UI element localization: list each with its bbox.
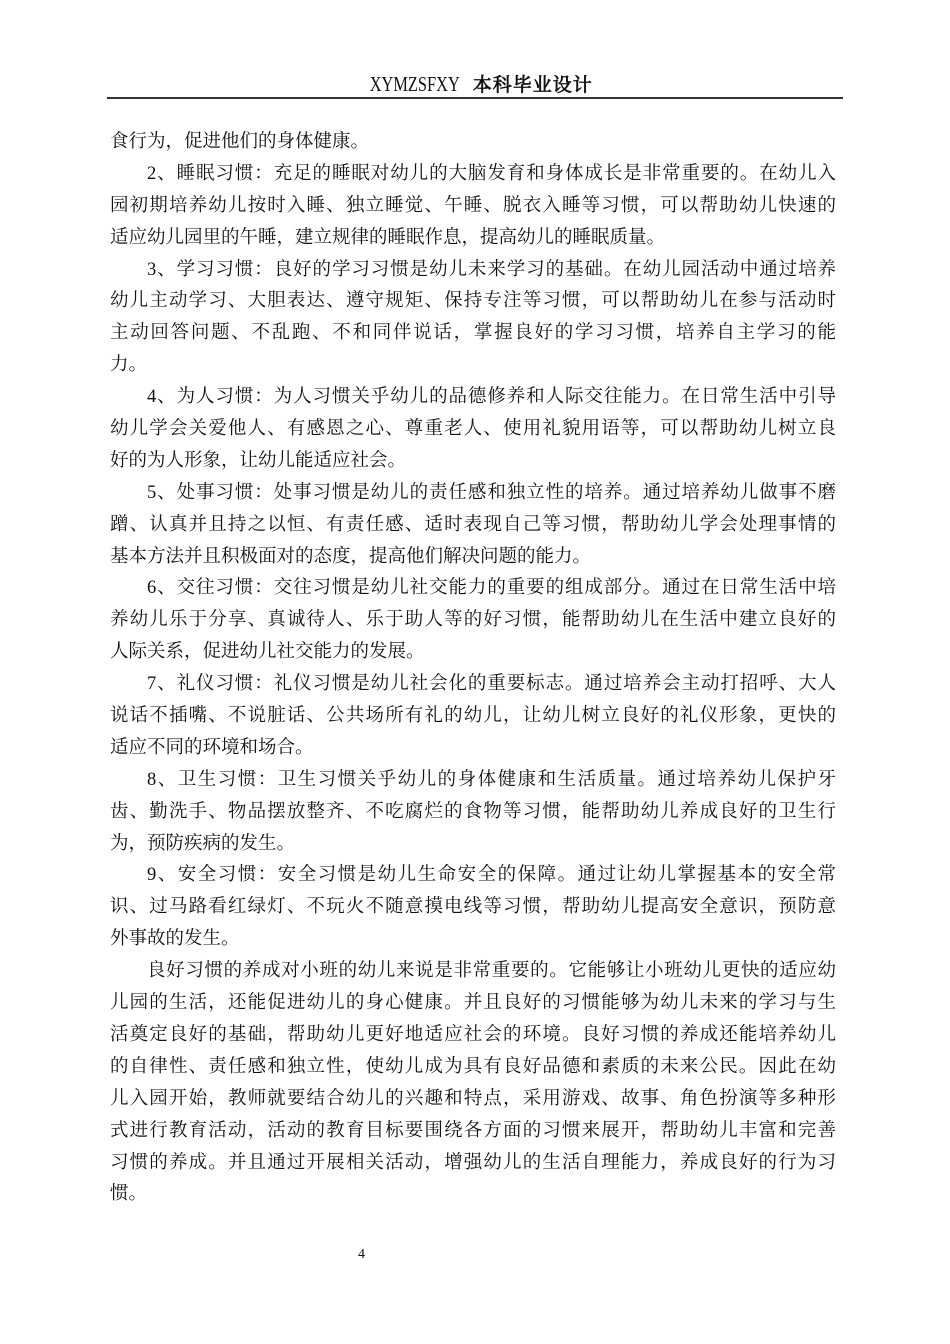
paragraph [110, 765, 836, 861]
text-line: 5、处事习惯：处事习惯是幼儿的责任感和独立性的培养。通过培养幼儿做事不磨 [147, 482, 836, 503]
paragraph [110, 573, 836, 669]
text-line: 2、睡眠习惯：充足的睡眠对幼儿的大脑发育和身体成长是非常重要的。在幼儿入 [147, 163, 836, 184]
text-line: 基本方法并且积极面对的态度，提高他们解决问题的能力。 [110, 546, 592, 567]
text-line: 习惯的养成。并且通过开展相关活动，增强幼儿的生活自理能力，养成良好的行为习 [110, 1152, 836, 1173]
paragraph [110, 382, 836, 478]
text-line: 活奠定良好的基础，帮助幼儿更好地适应社会的环境。良好习惯的养成还能培养幼儿 [110, 1024, 836, 1045]
paragraph [110, 159, 836, 255]
text-line: 食行为，促进他们的身体健康。 [110, 132, 370, 152]
text-line: 识、过马路看红绿灯、不玩火不随意摸电线等习惯，帮助幼儿提高安全意识，预防意 [110, 897, 836, 918]
text-line: 养幼儿乐于分享、真诚待人、乐于助人等的好习惯，能帮助幼儿在生活中建立良好的 [110, 610, 836, 631]
text-line: 外事故的发生。 [110, 929, 240, 950]
header-code: XYMZSFXY [369, 72, 461, 96]
text-line: 幼儿主动学习、大胆表达、遵守规矩、保持专注等习惯，可以帮助幼儿在参与活动时 [110, 291, 836, 312]
page-number: 4 [358, 1247, 365, 1262]
page-header [107, 70, 843, 99]
text-line: 儿入园开始，教师就要结合幼儿的兴趣和特点，采用游戏、故事、角色扮演等多种形 [110, 1088, 836, 1109]
text-line: 好的为人形象，让幼儿能适应社会。 [110, 450, 407, 471]
text-line: 惯。 [110, 1184, 148, 1205]
text-line: 为，预防疾病的发生。 [110, 833, 296, 854]
paragraph [110, 669, 836, 765]
text-line: 6、交往习惯：交往习惯是幼儿社交能力的重要的组成部分。通过在日常生活中培 [147, 578, 836, 599]
text-line: 4、为人习惯：为人习惯关乎幼儿的品德修养和人际交往能力。在日常生活中引导 [147, 387, 836, 408]
paragraph [110, 255, 836, 383]
paragraph [110, 860, 836, 956]
text-line: 适应不同的环境和场合。 [110, 737, 314, 758]
text-line: 良好习惯的养成对小班的幼儿来说是非常重要的。它能够让小班幼儿更快的适应幼 [147, 961, 836, 982]
text-line: 人际关系，促进幼儿社交能力的发展。 [110, 642, 425, 663]
text-line: 说话不插嘴、不说脏话、公共场所有礼的幼儿，让幼儿树立良好的礼仪形象，更快的 [110, 706, 836, 727]
text-line: 8、卫生习惯：卫生习惯关乎幼儿的身体健康和生活质量。通过培养幼儿保护牙 [147, 769, 836, 790]
text-line: 齿、勤洗手、物品摆放整齐、不吃腐烂的食物等习惯，能帮助幼儿养成良好的卫生行 [110, 801, 836, 822]
text-line: 式进行教育活动，活动的教育目标要围绕各方面的习惯来展开，帮助幼儿丰富和完善 [110, 1120, 836, 1141]
text-line: 3、学习习惯：良好的学习习惯是幼儿未来学习的基础。在幼儿园活动中通过培养 [147, 259, 836, 280]
text-line: 蹭、认真并且持之以恒、有责任感、适时表现自己等习惯，帮助幼儿学会处理事情的 [110, 514, 836, 535]
text-line: 力。 [110, 355, 148, 376]
text-line: 7、礼仪习惯：礼仪习惯是幼儿社会化的重要标志。通过培养会主动打招呼、大人 [147, 674, 836, 695]
paragraph [110, 478, 836, 574]
text-line: 的自律性、责任感和独立性，使幼儿成为具有良好品德和素质的未来公民。因此在幼 [110, 1056, 836, 1077]
header-title: 本科毕业设计 [472, 74, 593, 96]
text-line: 主动回答问题、不乱跑、不和同伴说话，掌握良好的学习习惯，培养自主学习的能 [110, 323, 836, 344]
text-line: 儿园的生活，还能促进幼儿的身心健康。并且良好的习惯能够为幼儿未来的学习与生 [110, 993, 836, 1014]
document-body [110, 127, 836, 1211]
header-rule [107, 97, 843, 99]
paragraph [110, 956, 836, 1211]
text-line: 适应幼儿园里的午睡，建立规律的睡眠作息，提高幼儿的睡眠质量。 [110, 227, 666, 248]
text-line: 幼儿学会关爱他人、有感恩之心、尊重老人、使用礼貌用语等，可以帮助幼儿树立良 [110, 419, 836, 440]
paragraph [110, 127, 836, 159]
text-line: 园初期培养幼儿按时入睡、独立睡觉、午睡、脱衣入睡等习惯，可以帮助幼儿快速的 [110, 195, 836, 216]
text-line: 9、安全习惯：安全习惯是幼儿生命安全的保障。通过让幼儿掌握基本的安全常 [147, 865, 836, 886]
